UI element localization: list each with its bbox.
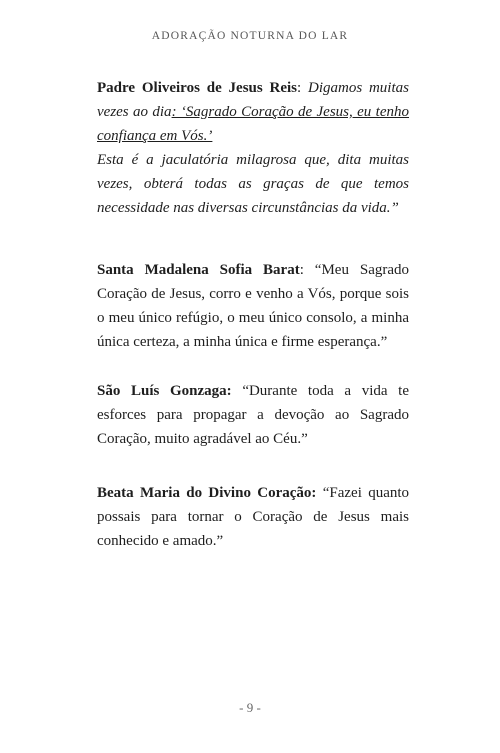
quote-gonzaga	[97, 379, 409, 451]
quote-text: “Durante toda a vida te esforces para propagar a devoção ao Sagrado Coração, muito agradável ao Céu.”	[97, 383, 410, 447]
quote-author: Beata Maria do Divino Coração:	[97, 485, 317, 501]
quote-invocation: : ‘Sagrado Coração de Jesus, eu tenho confiança em Vós.’	[97, 104, 409, 144]
running-header: ADORAÇÃO NOTURNA DO LAR	[151, 30, 349, 42]
quote-text: “Meu Sagrado Coração de Jesus, corro e venho a Vós, porque sois o meu único refúgio, o meu único consolo, a minha única certeza, a minha única e firme esperança.”	[97, 262, 410, 350]
page-number: - 9 -	[239, 700, 261, 715]
quote-oliveiros-line	[97, 76, 409, 148]
quote-author: São Luís Gonzaga:	[97, 383, 232, 399]
quote-separator: :	[297, 80, 308, 96]
quote-barat-line	[97, 258, 409, 354]
quote-author: Santa Madalena Sofia Barat	[97, 262, 300, 278]
quote-barat	[97, 258, 409, 354]
quote-separator: :	[299, 262, 315, 278]
quote-text: Esta é a jaculatória milagrosa que, dita muitas vezes, obterá todas as graças de que temos necessidade nas diversas circunstâncias da vida.”	[97, 152, 409, 216]
quote-intro: Digamos muitas vezes ao dia	[97, 80, 409, 120]
quote-maria-line	[97, 481, 409, 553]
quote-gonzaga-line	[97, 379, 409, 451]
quote-maria	[97, 481, 409, 553]
quote-oliveiros	[97, 76, 409, 220]
quote-separator	[232, 383, 243, 399]
quote-author: Padre Oliveiros de Jesus Reis	[97, 80, 298, 96]
quote-text: “Fazei quanto possais para tornar o Coração de Jesus mais conhecido e amado.”	[97, 485, 410, 549]
